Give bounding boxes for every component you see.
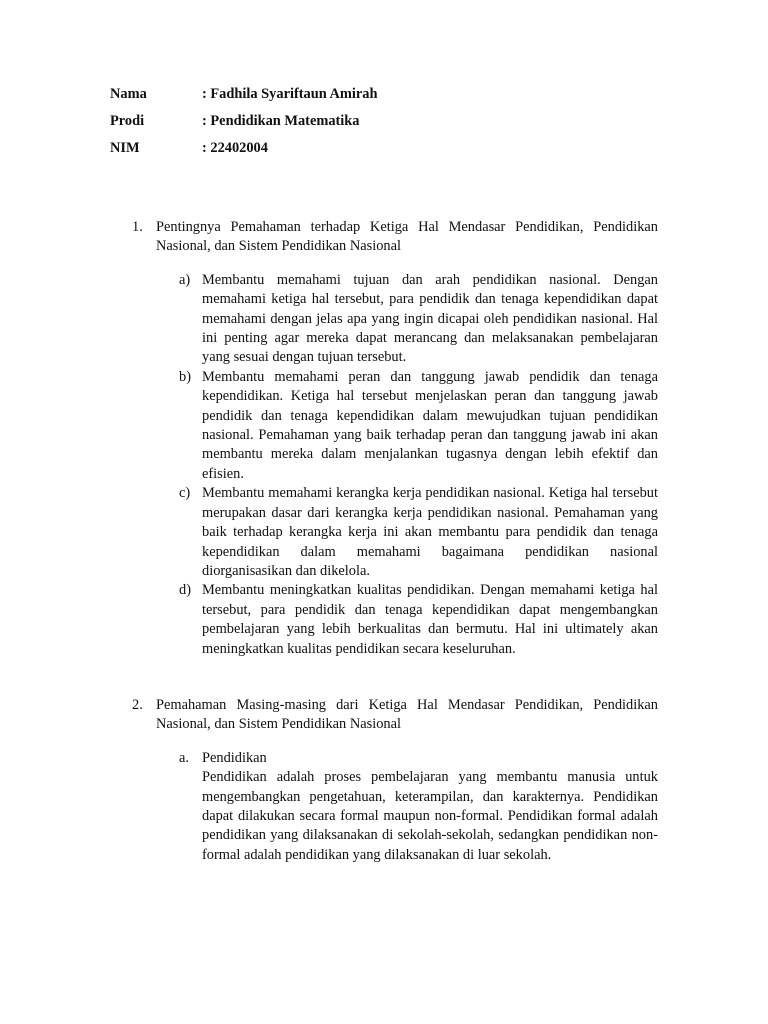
list-marker: b) [179,368,191,385]
list-item [179,581,658,659]
list-item [179,368,658,484]
info-row-prodi [110,112,378,139]
subsection-title: Pendidikan [202,749,267,766]
list-marker: d) [179,582,191,599]
section-1-heading [132,218,658,257]
prodi-label: Prodi [110,113,145,129]
list-item [179,749,658,865]
name-label: Nama [110,86,147,102]
list-item [179,484,658,581]
list-item-text: Membantu memahami kerangka kerja pendidikan nasional. Ketiga hal tersebut merupakan dasar dari kerangka kerja pendidikan nasional. Pemahaman yang baik terhadap kerangka kerja ini akan membantu para pendidik dan tenaga kependidikan dalam memahami bagaimana pendidikan nasional diorganisasikan dan dikelola. [202,485,658,579]
list-item-text: Membantu memahami peran dan tanggung jawab pendidik dan tenaga kependidikan. Ketiga hal tersebut menjelaskan peran dan tanggung jawab pendidik dan tenaga kependidikan dalam mewujudkan tujuan pendidikan nasional. Pemahaman yang baik terhadap peran dan tanggung jawab ini akan membantu mereka dalam menjalankan tugasnya dengan lebih efektif dan efisien. [202,368,658,482]
list-item-text: Membantu memahami tujuan dan arah pendidikan nasional. Dengan memahami ketiga hal tersebut, para pendidik dan tenaga kependidikan dapat memahami dengan jelas apa yang ingin dicapai oleh pendidikan nasional. Hal ini penting agar mereka dapat merancang dan melaksanakan pembelajaran yang sesuai dengan tujuan tersebut. [202,271,658,366]
section-2 [132,696,658,865]
section-1-number: 1. [132,219,143,235]
section-2-heading [132,696,658,735]
section-2-title: Pemahaman Masing-masing dari Ketiga Hal Mendasar Pendidikan, Pendidikan Nasional, dan Sistem Pendidikan Nasional [156,697,658,733]
list-marker: a. [179,749,189,766]
list-item-content [202,749,658,865]
info-row-nim [110,139,378,166]
list-item-text: Membantu meningkatkan kualitas pendidikan. Dengan memahami ketiga hal tersebut, para pendidik dan tenaga kependidikan dapat mengembangkan pembelajaran yang lebih berkualitas dan bermutu. Hal ini ultimately akan meningkatkan kualitas pendidikan secara keseluruhan. [202,582,658,657]
section-1-list [179,271,658,659]
prodi-value: : Pendidikan Matematika [202,113,360,129]
student-info [110,85,378,166]
section-1 [132,218,658,659]
nim-label: NIM [110,140,140,156]
name-value: : Fadhila Syariftaun Amirah [202,86,378,102]
list-item [179,271,658,368]
section-2-list [179,749,658,865]
info-row-name [110,85,378,112]
list-item-text: Pendidikan adalah proses pembelajaran yang membantu manusia untuk mengembangkan pengetahuan, keterampilan, dan karakternya. Pendidikan dapat dilakukan secara formal maupun non-formal. Pendidikan formal adalah pendidikan yang dilaksanakan di sekolah-sekolah, sedangkan pendidikan non-formal adalah pendidikan yang dilaksanakan di luar sekolah. [202,769,658,863]
list-marker: c) [179,485,191,502]
section-1-title: Pentingnya Pemahaman terhadap Ketiga Hal Mendasar Pendidikan, Pendidikan Nasional, dan Sistem Pendidikan Nasional [156,219,658,255]
nim-value: : 22402004 [202,140,268,156]
list-marker: a) [179,271,191,288]
section-2-number: 2. [132,697,143,713]
